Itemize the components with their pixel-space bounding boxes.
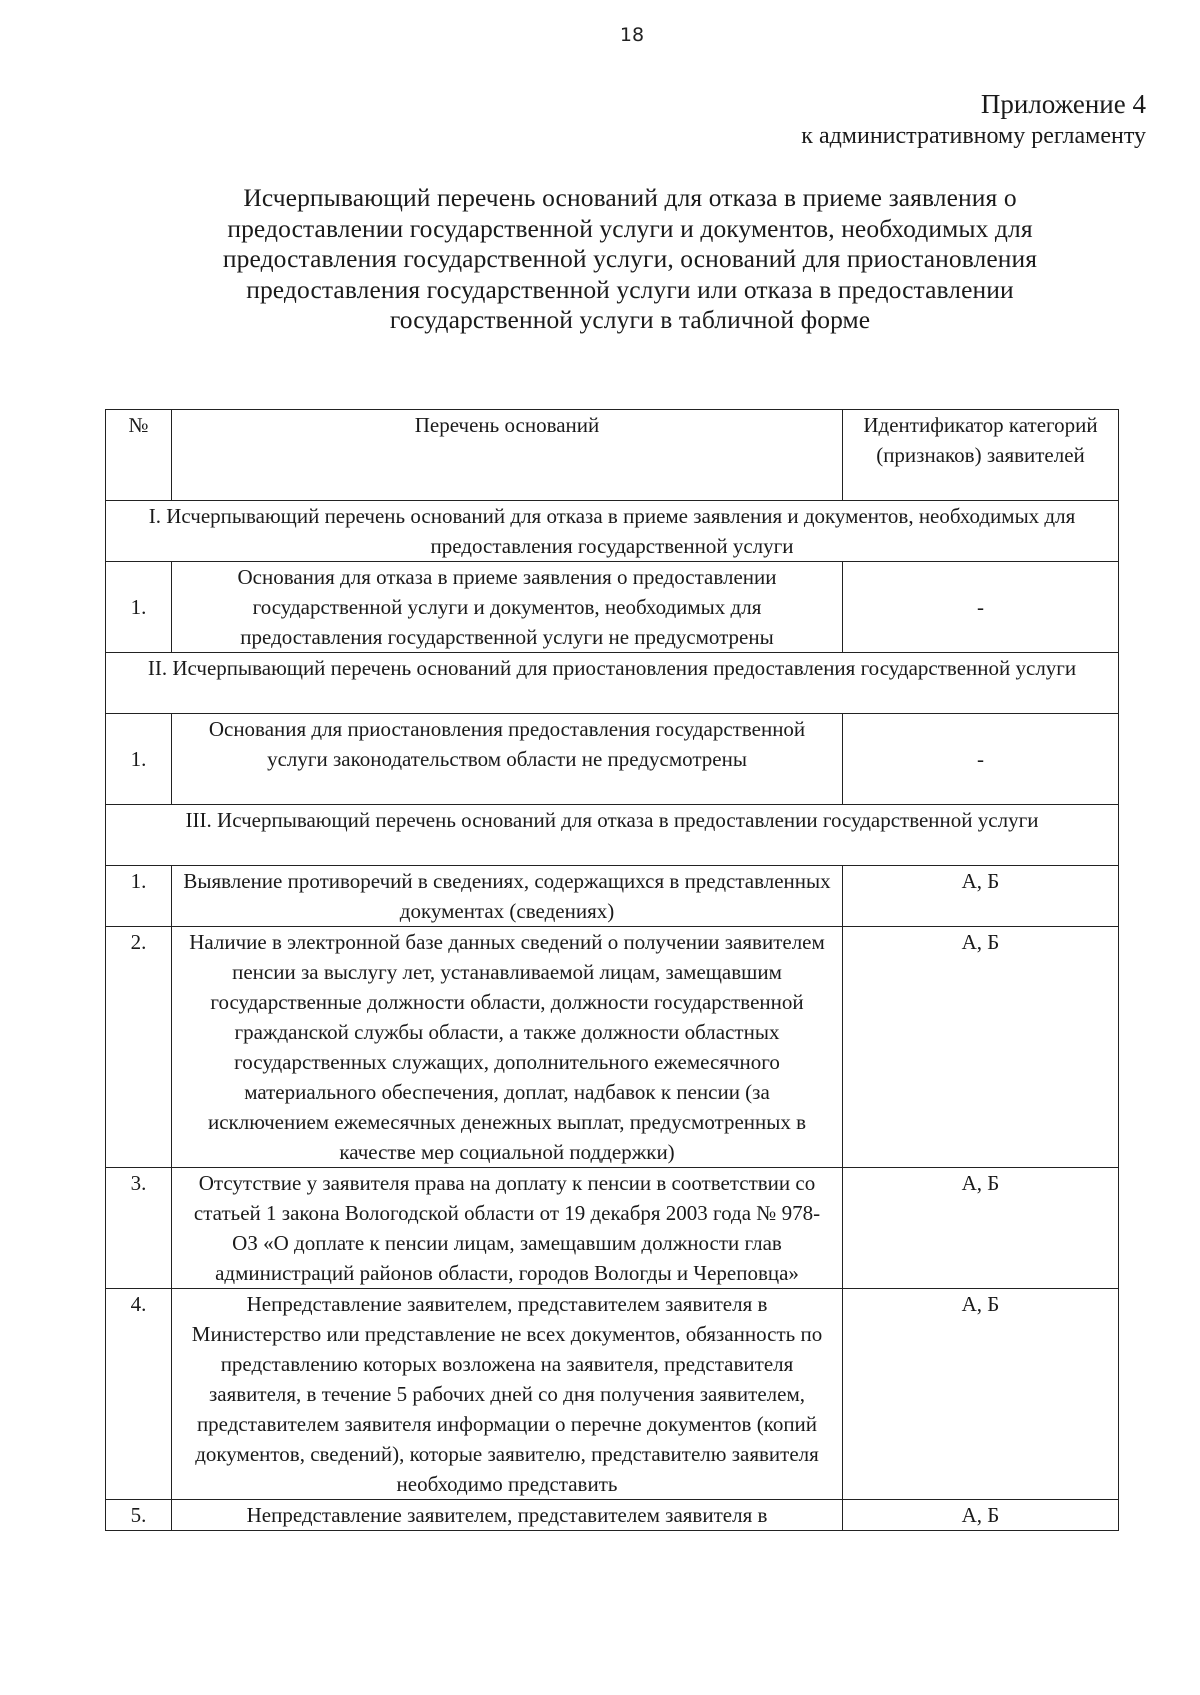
row-identifier: А, Б — [843, 1289, 1119, 1500]
row-identifier: А, Б — [843, 866, 1119, 927]
table-row — [106, 927, 1119, 1168]
row-text: Непредставление заявителем, представителем заявителя в — [172, 1500, 843, 1531]
row-num: 3. — [106, 1168, 172, 1289]
section-2-title: II. Исчерпывающий перечень оснований для приостановления предоставления государственной услуги — [106, 653, 1119, 714]
document-title-line: государственной услуги в табличной форме — [389, 305, 871, 334]
table-row — [106, 714, 1119, 805]
row-text: Наличие в электронной базе данных сведений о получении заявителем пенсии за выслугу лет, устанавливаемой лицам, замещавшим государственные должности области, должности государственной гражданской службы области, а также должности областных государственных служащих, дополнительного ежемесячного материального обеспечения, доплат, надбавок к пенсии (за исключением ежемесячных денежных выплат, предусмотренных в качестве мер социальной поддержки) — [172, 927, 843, 1168]
row-identifier: А, Б — [843, 1500, 1119, 1531]
row-num: 1. — [106, 562, 172, 653]
table-row — [106, 1289, 1119, 1500]
section-3-title: III. Исчерпывающий перечень оснований для отказа в предоставлении государственной услуги — [106, 805, 1119, 866]
section-1-header — [106, 501, 1119, 562]
table-row — [106, 1500, 1119, 1531]
header-identifier: Идентификатор категорий (признаков) заявителей — [843, 410, 1119, 501]
row-num: 5. — [106, 1500, 172, 1531]
document-title-line: Исчерпывающий перечень оснований для отказа в приеме заявления о — [243, 183, 1017, 212]
row-identifier: - — [843, 714, 1119, 805]
row-text: Отсутствие у заявителя права на доплату к пенсии в соответствии со статьей 1 закона Вологодской области от 19 декабря 2003 года № 978-ОЗ «О доплате к пенсии лицам, замещавшим должности глав администраций районов области, городов Вологды и Череповца» — [172, 1168, 843, 1289]
row-num: 1. — [106, 866, 172, 927]
table-row — [106, 866, 1119, 927]
header-grounds: Перечень оснований — [172, 410, 843, 501]
page-number: 18 — [619, 24, 645, 46]
appendix-title: Приложение 4 — [980, 89, 1146, 119]
row-identifier: А, Б — [843, 1168, 1119, 1289]
row-identifier: - — [843, 562, 1119, 653]
row-num: 4. — [106, 1289, 172, 1500]
header-num: № — [106, 410, 172, 501]
document-title-line: предоставления государственной услуги или отказа в предоставлении — [246, 274, 1014, 304]
row-num: 1. — [106, 714, 172, 805]
appendix-subtitle: к административному регламенту — [801, 123, 1146, 149]
section-1-title: I. Исчерпывающий перечень оснований для отказа в приеме заявления и документов, необходимых для предоставления государственной услуги — [106, 501, 1119, 562]
row-text: Непредставление заявителем, представителем заявителя в Министерство или представление не всех документов, обязанность по представлению которых возложена на заявителя, представителя заявителя, в течение 5 рабочих дней со дня получения заявителем, представителем заявителя информации о перечне документов (копий документов, сведений), которые заявителю, представителю заявителя необходимо представить — [172, 1289, 843, 1500]
document-title — [170, 183, 1090, 336]
table-header-row — [106, 410, 1119, 501]
table-row — [106, 562, 1119, 653]
document-title-line: предоставления государственной услуги, оснований для приостановления — [222, 244, 1038, 273]
row-text: Основания для приостановления предоставления государственной услуги законодательством области не предусмотрены — [172, 714, 843, 805]
row-text: Основания для отказа в приеме заявления о предоставлении государственной услуги и документов, необходимых для предоставления государственной услуги не предусмотрены — [172, 562, 843, 653]
section-3-header — [106, 805, 1119, 866]
appendix-header — [801, 88, 1146, 152]
document-title-line: предоставлении государственной услуги и документов, необходимых для — [227, 213, 1033, 243]
grounds-table — [105, 409, 1119, 1531]
row-num: 2. — [106, 927, 172, 1168]
table-row — [106, 1168, 1119, 1289]
section-2-header — [106, 653, 1119, 714]
row-text: Выявление противоречий в сведениях, содержащихся в представленных документах (сведениях) — [172, 866, 843, 927]
row-identifier: А, Б — [843, 927, 1119, 1168]
